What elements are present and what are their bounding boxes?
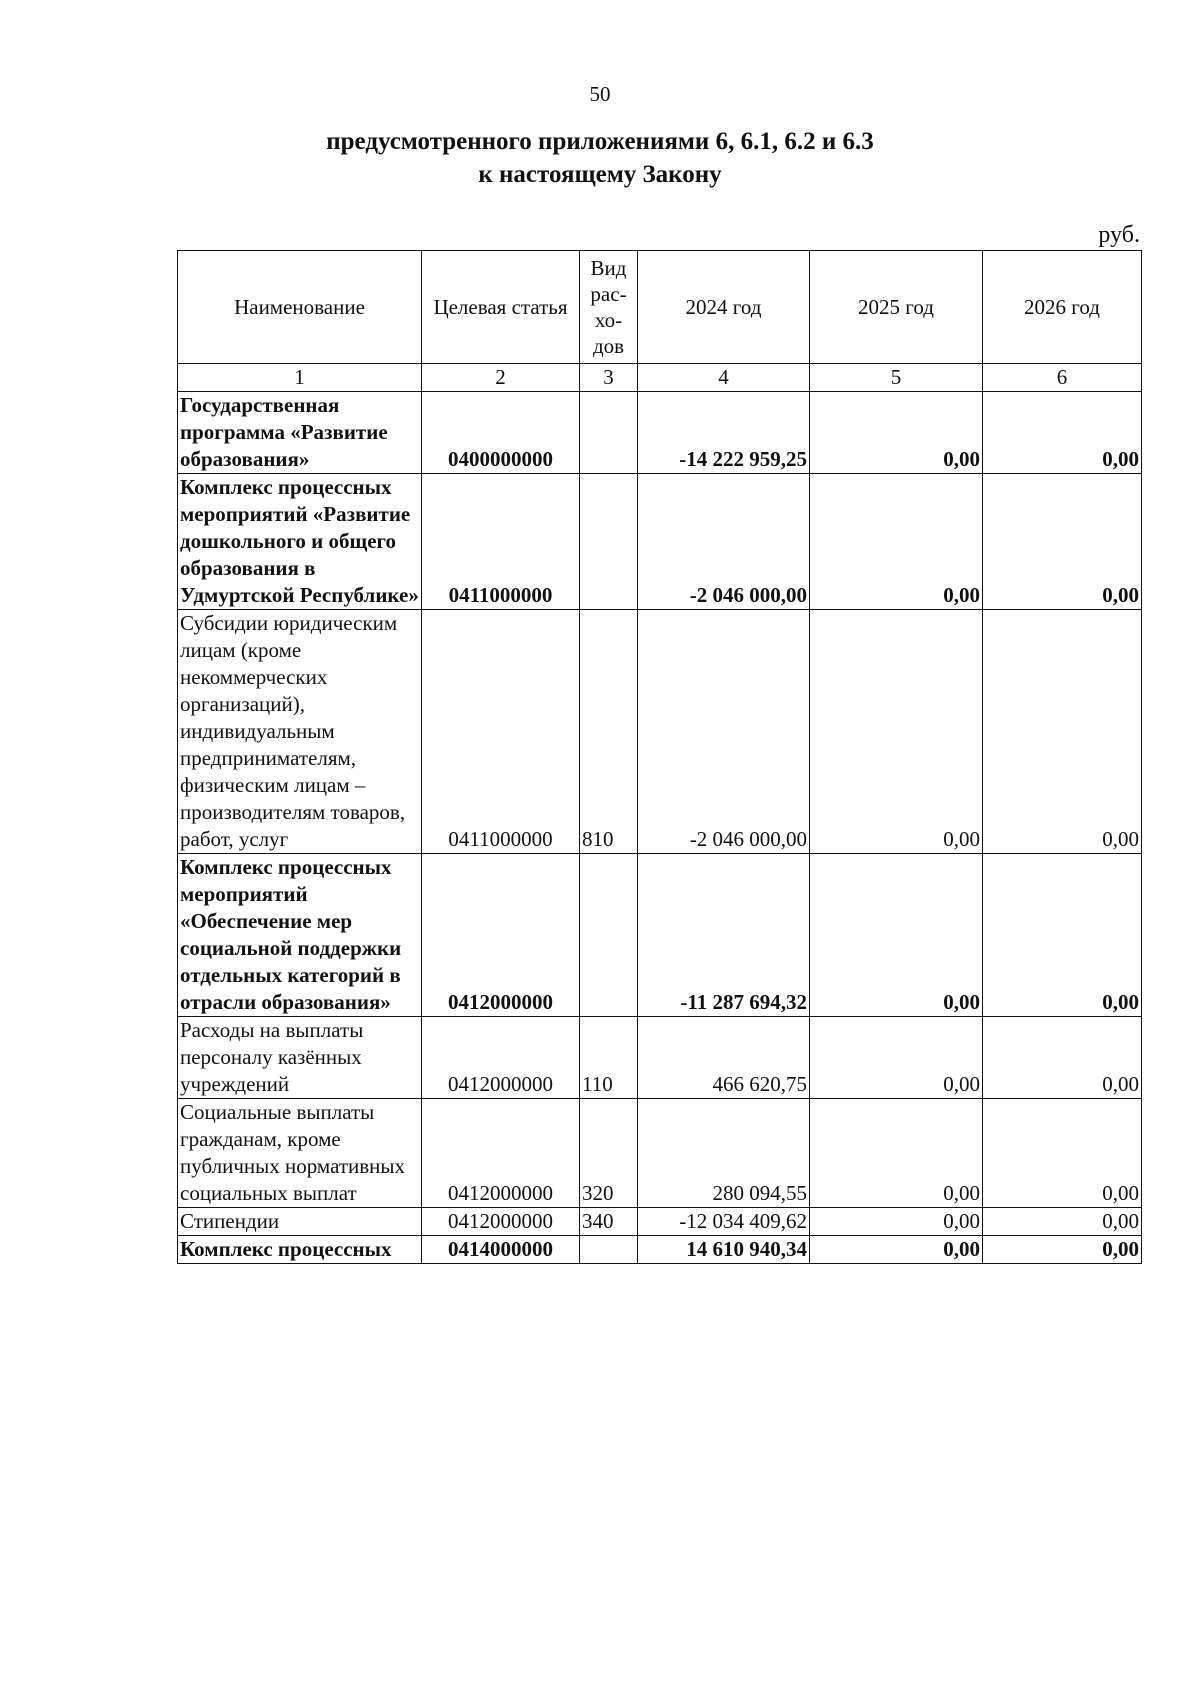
header-row [178, 251, 1142, 364]
header-target-article: Целевая статья [422, 251, 580, 364]
page-title [0, 125, 1200, 191]
row-amount-2026: 0,00 [983, 474, 1142, 610]
row-expense-kind [580, 1236, 638, 1264]
table-row [178, 610, 1142, 854]
row-target-article: 0400000000 [422, 392, 580, 474]
row-amount-2025: 0,00 [810, 854, 983, 1017]
row-amount-2026: 0,00 [983, 1017, 1142, 1099]
column-number: 4 [638, 364, 810, 392]
row-amount-2024: -11 287 694,32 [638, 854, 810, 1017]
row-expense-kind: 340 [580, 1208, 638, 1236]
table-row [178, 474, 1142, 610]
row-name: Государственная программа «Развитие образования» [178, 392, 422, 474]
row-amount-2026: 0,00 [983, 392, 1142, 474]
row-expense-kind [580, 474, 638, 610]
row-amount-2025: 0,00 [810, 1208, 983, 1236]
row-amount-2025: 0,00 [810, 610, 983, 854]
row-target-article: 0412000000 [422, 1099, 580, 1208]
row-expense-kind [580, 854, 638, 1017]
row-name: Субсидии юридическим лицам (кроме некоммерческих организаций), индивидуальным предпринимателям, физическим лицам – производителям товаров, работ, услуг [178, 610, 422, 854]
row-amount-2024: 14 610 940,34 [638, 1236, 810, 1264]
header-2026: 2026 год [983, 251, 1142, 364]
row-amount-2026: 0,00 [983, 854, 1142, 1017]
row-expense-kind: 110 [580, 1017, 638, 1099]
row-target-article: 0411000000 [422, 474, 580, 610]
table-row [178, 392, 1142, 474]
row-amount-2026: 0,00 [983, 1208, 1142, 1236]
row-amount-2025: 0,00 [810, 474, 983, 610]
row-amount-2024: -2 046 000,00 [638, 610, 810, 854]
row-amount-2024: -12 034 409,62 [638, 1208, 810, 1236]
row-amount-2025: 0,00 [810, 1236, 983, 1264]
row-amount-2024: -14 222 959,25 [638, 392, 810, 474]
row-target-article: 0411000000 [422, 610, 580, 854]
row-target-article: 0412000000 [422, 1017, 580, 1099]
row-target-article: 0414000000 [422, 1236, 580, 1264]
row-target-article: 0412000000 [422, 1208, 580, 1236]
table-row [178, 1017, 1142, 1099]
title-line-1: предусмотренного приложениями 6, 6.1, 6.2 и 6.3 [326, 128, 874, 155]
column-number-row [178, 364, 1142, 392]
table-row [178, 1236, 1142, 1264]
column-number: 3 [580, 364, 638, 392]
row-amount-2025: 0,00 [810, 392, 983, 474]
row-amount-2024: 466 620,75 [638, 1017, 810, 1099]
row-amount-2026: 0,00 [983, 1099, 1142, 1208]
column-number: 2 [422, 364, 580, 392]
row-name: Комплекс процессных мероприятий «Развитие дошкольного и общего образования в Удмуртской Республике» [178, 474, 422, 610]
row-name: Социальные выплаты гражданам, кроме публичных нормативных социальных выплат [178, 1099, 422, 1208]
column-number: 5 [810, 364, 983, 392]
table-row [178, 1099, 1142, 1208]
budget-table [177, 250, 1142, 1264]
row-amount-2025: 0,00 [810, 1099, 983, 1208]
row-name: Стипендии [178, 1208, 422, 1236]
row-name: Комплекс процессных [178, 1236, 422, 1264]
title-line-2: к настоящему Закону [478, 161, 722, 188]
row-name: Комплекс процессных мероприятий «Обеспечение мер социальной поддержки отдельных категорий в отрасли образования» [178, 854, 422, 1017]
column-number: 6 [983, 364, 1142, 392]
row-name: Расходы на выплаты персоналу казённых учреждений [178, 1017, 422, 1099]
row-amount-2024: 280 094,55 [638, 1099, 810, 1208]
row-target-article: 0412000000 [422, 854, 580, 1017]
table-row [178, 1208, 1142, 1236]
header-2025: 2025 год [810, 251, 983, 364]
row-amount-2024: -2 046 000,00 [638, 474, 810, 610]
row-expense-kind: 320 [580, 1099, 638, 1208]
table-row [178, 854, 1142, 1017]
page-number: 50 [589, 82, 611, 106]
table-body [178, 392, 1142, 1264]
row-amount-2026: 0,00 [983, 610, 1142, 854]
row-expense-kind [580, 392, 638, 474]
header-expense-kind: Вид рас-хо-дов [580, 251, 638, 364]
currency-unit: руб. [1098, 222, 1140, 248]
header-name: Наименование [178, 251, 422, 364]
row-amount-2026: 0,00 [983, 1236, 1142, 1264]
row-amount-2025: 0,00 [810, 1017, 983, 1099]
column-number: 1 [178, 364, 422, 392]
header-2024: 2024 год [638, 251, 810, 364]
row-expense-kind: 810 [580, 610, 638, 854]
